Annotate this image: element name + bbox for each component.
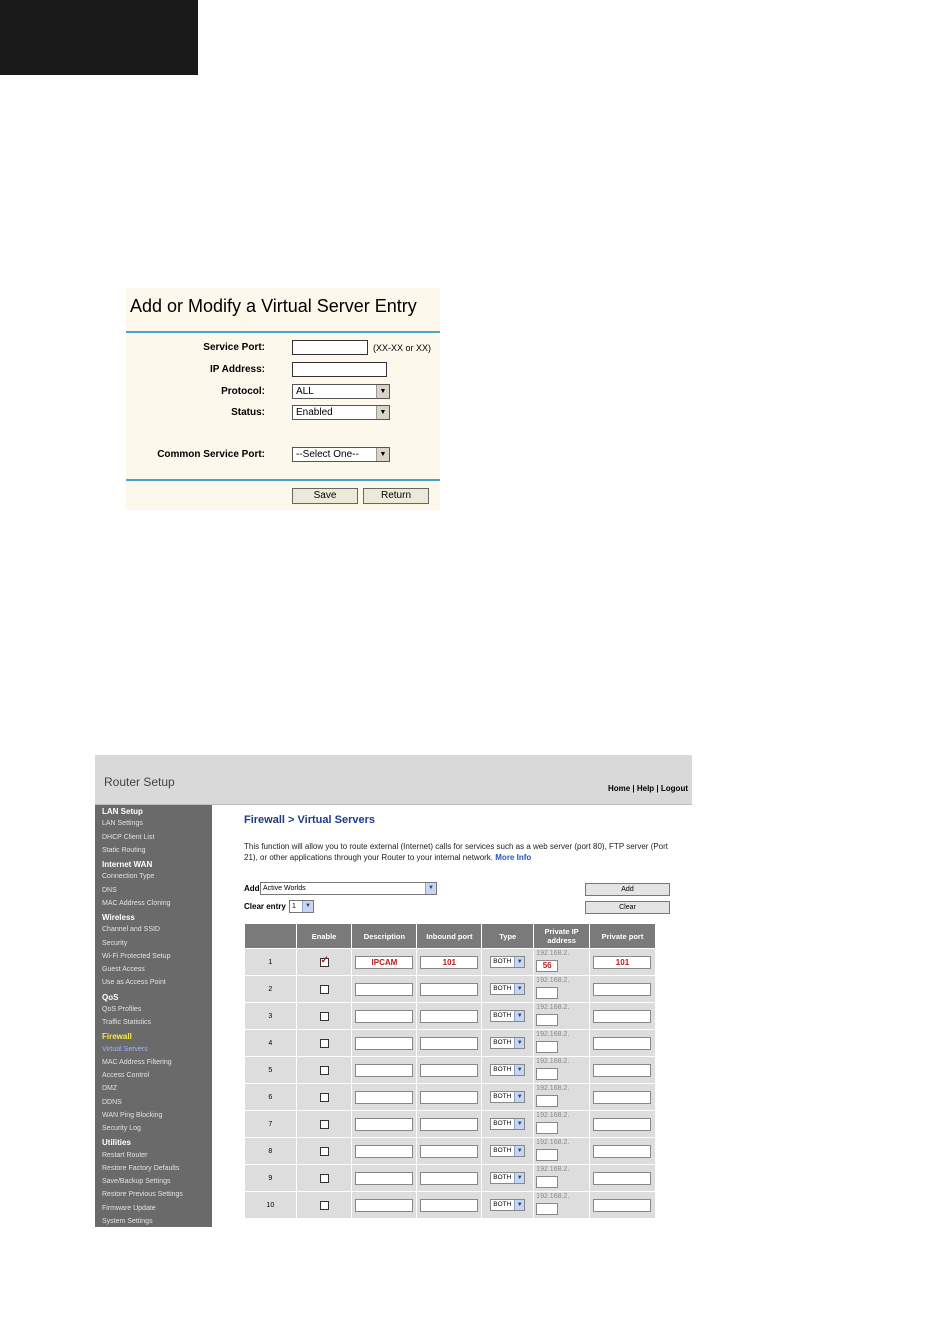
private-port-cell (589, 1057, 655, 1084)
ip-prefix: 192.168.2. (536, 1139, 570, 1146)
chevron-down-icon: ▼ (376, 406, 389, 419)
table-row (245, 1003, 656, 1030)
type-select[interactable] (490, 1172, 525, 1184)
type-select[interactable] (490, 1037, 525, 1049)
chevron-down-icon: ▼ (514, 1065, 524, 1075)
type-value: BOTH (493, 985, 512, 992)
row-number: 9 (245, 1165, 297, 1192)
inbound-cell (417, 949, 482, 976)
type-select[interactable] (490, 1118, 525, 1130)
col-private-port: Private port (589, 924, 655, 949)
inbound-port-input[interactable]: 101 (420, 956, 478, 969)
clear-entry-label: Clear entry (244, 902, 286, 911)
description-input[interactable]: IPCAM (355, 956, 413, 969)
virtual-server-form (126, 288, 440, 510)
add-service-select[interactable] (260, 882, 437, 895)
ip-prefix: 192.168.2. (536, 950, 570, 957)
form-title: Add or Modify a Virtual Server Entry (130, 296, 417, 316)
type-cell (482, 1057, 534, 1084)
sidebar-item[interactable]: Save/Backup Settings (102, 1178, 171, 1185)
enable-checkbox[interactable] (320, 1147, 329, 1156)
chevron-down-icon: ▼ (376, 385, 389, 398)
type-select[interactable] (490, 1199, 525, 1211)
ip-prefix: 192.168.2. (536, 1058, 570, 1065)
enable-checkbox[interactable] (320, 985, 329, 994)
enable-cell (296, 1138, 352, 1165)
enable-cell (296, 1192, 352, 1219)
table-row (245, 1057, 656, 1084)
ip-address-input[interactable] (292, 362, 387, 377)
status-value: Enabled (296, 407, 333, 418)
col-type: Type (482, 924, 534, 949)
enable-checkbox[interactable] (320, 958, 329, 967)
col-inbound-port: Inbound port (417, 924, 482, 949)
sidebar-item[interactable]: MAC Address Filtering (102, 1058, 172, 1066)
private-port-cell (589, 1111, 655, 1138)
description-input[interactable] (355, 1172, 413, 1185)
private-port-cell (589, 976, 655, 1003)
col-private-ip: Private IP address (534, 924, 590, 949)
inbound-cell (417, 1084, 482, 1111)
enable-cell (296, 949, 352, 976)
sidebar-item[interactable]: Security (102, 939, 128, 947)
type-cell (482, 1003, 534, 1030)
private-port-input[interactable] (593, 1199, 651, 1212)
description-cell (352, 976, 417, 1003)
inbound-port-input[interactable] (420, 1172, 478, 1185)
sidebar-section[interactable]: Wireless (102, 913, 135, 922)
sidebar-item[interactable]: Wi-Fi Protected Setup (102, 952, 171, 960)
breadcrumb-firewall: Firewall (244, 814, 285, 826)
type-select[interactable] (490, 956, 525, 968)
inbound-port-input[interactable] (420, 1010, 478, 1023)
router-setup-window (95, 755, 692, 1227)
description-cell (352, 1003, 417, 1030)
col-enable: Enable (296, 924, 352, 949)
row-number: 8 (245, 1138, 297, 1165)
type-cell (482, 1192, 534, 1219)
type-value: BOTH (493, 1201, 512, 1208)
private-ip-cell (534, 949, 590, 976)
page-description (244, 841, 674, 863)
sidebar-item[interactable]: Virtual Servers (102, 1045, 148, 1053)
inbound-cell (417, 1138, 482, 1165)
private-ip-input[interactable] (536, 987, 558, 999)
sidebar-item[interactable]: Restore Factory Defaults (102, 1164, 180, 1172)
private-ip-input[interactable] (536, 1068, 558, 1080)
enable-cell (296, 1057, 352, 1084)
private-ip-cell (534, 1192, 590, 1219)
description-input[interactable] (355, 1064, 413, 1077)
sidebar-item[interactable]: System Settings (102, 1217, 153, 1225)
sidebar-item[interactable]: Channel and SSID (102, 926, 160, 934)
table-row (245, 1165, 656, 1192)
return-button[interactable]: Return (363, 488, 429, 504)
description-input[interactable] (355, 1091, 413, 1104)
type-value: BOTH (493, 1120, 512, 1127)
inbound-cell (417, 1165, 482, 1192)
inbound-cell (417, 1003, 482, 1030)
form-top-divider (126, 331, 440, 333)
table-row (245, 1030, 656, 1057)
inbound-cell (417, 1111, 482, 1138)
inbound-port-input[interactable] (420, 1145, 478, 1158)
private-ip-input[interactable] (536, 1041, 558, 1053)
sidebar-item[interactable]: QoS Profiles (102, 1005, 142, 1013)
description-cell (352, 1165, 417, 1192)
chevron-down-icon: ▼ (514, 1038, 524, 1048)
type-value: BOTH (493, 958, 512, 965)
sidebar-section[interactable]: QoS (102, 992, 119, 1002)
service-port-hint: (XX-XX or XX) (373, 343, 432, 353)
add-label: Add (244, 884, 260, 893)
col-description: Description (352, 924, 417, 949)
type-cell (482, 976, 534, 1003)
table-header-row (245, 924, 656, 949)
type-cell (482, 1030, 534, 1057)
inbound-port-input[interactable] (420, 1091, 478, 1104)
private-ip-cell (534, 1111, 590, 1138)
type-select[interactable] (490, 1091, 525, 1103)
ip-prefix: 192.168.2. (536, 977, 570, 984)
private-ip-input[interactable] (536, 1014, 558, 1026)
sidebar-section[interactable]: Utilities (102, 1138, 131, 1148)
sidebar-item[interactable]: Security Log (102, 1125, 141, 1132)
inbound-port-input[interactable] (420, 1064, 478, 1077)
private-port-input[interactable] (593, 1010, 651, 1023)
form-bottom-divider (126, 479, 440, 481)
ip-prefix: 192.168.2. (536, 1166, 570, 1173)
sidebar-item[interactable]: LAN Settings (102, 820, 143, 828)
enable-cell (296, 1165, 352, 1192)
private-ip-input[interactable] (536, 1176, 558, 1188)
router-header (95, 755, 692, 805)
type-select[interactable] (490, 1145, 525, 1157)
sidebar-section[interactable]: LAN Setup (102, 807, 143, 816)
type-value: BOTH (493, 1012, 512, 1019)
enable-checkbox[interactable] (320, 1120, 329, 1129)
sidebar (95, 805, 212, 1227)
private-port-input[interactable] (593, 1118, 651, 1131)
description-input[interactable] (355, 983, 413, 996)
table-row (245, 949, 656, 976)
private-port-input[interactable]: 101 (593, 956, 651, 969)
enable-checkbox[interactable] (320, 1174, 329, 1183)
enable-cell (296, 1003, 352, 1030)
protocol-select[interactable] (292, 384, 390, 399)
ip-prefix: 192.168.2. (536, 1085, 570, 1092)
common-port-value: --Select One-- (296, 449, 359, 460)
type-select[interactable] (490, 983, 525, 995)
type-cell (482, 1084, 534, 1111)
private-ip-cell (534, 1084, 590, 1111)
virtual-servers-table (244, 923, 656, 1219)
sidebar-item[interactable]: MAC Address Cloning (102, 899, 171, 907)
inbound-cell (417, 1057, 482, 1084)
private-port-cell (589, 1138, 655, 1165)
protocol-label: Protocol: (221, 386, 265, 397)
private-port-cell (589, 1192, 655, 1219)
status-label: Status: (231, 407, 265, 418)
type-value: BOTH (493, 1066, 512, 1073)
description-cell (352, 1138, 417, 1165)
top-links: Home | Help | Logout (607, 784, 688, 793)
description-input[interactable] (355, 1145, 413, 1158)
private-port-cell (589, 1030, 655, 1057)
inbound-port-input[interactable] (420, 1037, 478, 1050)
chevron-down-icon: ▼ (514, 1173, 524, 1183)
row-number: 1 (245, 949, 297, 976)
description-cell (352, 1192, 417, 1219)
type-select[interactable] (490, 1010, 525, 1022)
sidebar-item[interactable]: Connection Type (102, 873, 155, 881)
table-row (245, 1192, 656, 1219)
sidebar-item[interactable]: Access Control (102, 1072, 150, 1079)
home-link[interactable]: Home (607, 784, 631, 793)
private-port-input[interactable] (593, 983, 651, 996)
row-number: 6 (245, 1084, 297, 1111)
save-button[interactable]: Save (292, 488, 358, 504)
description-cell (352, 1030, 417, 1057)
enable-checkbox[interactable] (320, 1066, 329, 1075)
chevron-down-icon: ▼ (376, 448, 389, 461)
sidebar-item[interactable]: Restore Previous Settings (102, 1191, 183, 1199)
add-button[interactable]: Add (585, 883, 670, 896)
private-port-cell (589, 1003, 655, 1030)
private-ip-cell (534, 976, 590, 1003)
private-ip-input[interactable] (536, 1095, 558, 1107)
description-cell (352, 1111, 417, 1138)
router-title: Router Setup (104, 775, 175, 789)
inbound-cell (417, 1030, 482, 1057)
clear-entry-select[interactable] (289, 900, 314, 913)
breadcrumb (244, 814, 375, 826)
breadcrumb-separator: > (288, 814, 295, 826)
row-number: 10 (245, 1192, 297, 1219)
clear-entry-value: 1 (292, 903, 296, 910)
sidebar-item[interactable]: Traffic Statistics (102, 1019, 152, 1026)
chevron-down-icon: ▼ (514, 1200, 524, 1210)
ip-prefix: 192.168.2. (536, 1193, 570, 1200)
private-ip-input[interactable] (536, 1122, 558, 1134)
private-ip-input[interactable]: 56 (536, 960, 558, 972)
private-ip-cell (534, 1057, 590, 1084)
service-port-input[interactable] (292, 340, 368, 355)
chevron-down-icon: ▼ (514, 1119, 524, 1129)
sidebar-item[interactable]: DDNS (102, 1098, 122, 1106)
service-port-label: Service Port: (203, 342, 265, 353)
ip-prefix: 192.168.2. (536, 1112, 570, 1119)
sidebar-section[interactable]: Firewall (102, 1032, 132, 1042)
corner-block (0, 0, 198, 75)
inbound-cell (417, 1192, 482, 1219)
description-cell (352, 1057, 417, 1084)
common-port-select[interactable] (292, 447, 390, 462)
private-ip-cell (534, 1003, 590, 1030)
col-number (245, 924, 297, 949)
private-ip-input[interactable] (536, 1149, 558, 1161)
private-ip-input[interactable] (536, 1203, 558, 1215)
chevron-down-icon: ▼ (425, 883, 436, 894)
private-ip-cell (534, 1138, 590, 1165)
sidebar-item[interactable]: DNS (102, 886, 117, 894)
sidebar-item[interactable]: WAN Ping Blocking (102, 1111, 163, 1119)
private-port-cell (589, 1165, 655, 1192)
enable-checkbox[interactable] (320, 1201, 329, 1210)
sidebar-item[interactable]: Static Routing (102, 846, 146, 854)
private-port-input[interactable] (593, 1172, 651, 1185)
enable-cell (296, 1084, 352, 1111)
enable-cell (296, 1030, 352, 1057)
table-row (245, 976, 656, 1003)
description-input[interactable] (355, 1199, 413, 1212)
description-cell (352, 1084, 417, 1111)
sidebar-item[interactable]: DMZ (102, 1085, 118, 1093)
chevron-down-icon: ▼ (514, 1146, 524, 1156)
row-number: 2 (245, 976, 297, 1003)
private-port-input[interactable] (593, 1091, 651, 1104)
enable-checkbox[interactable] (320, 1012, 329, 1021)
table-row (245, 1084, 656, 1111)
enable-cell (296, 976, 352, 1003)
add-service-value: Active Worlds (263, 885, 306, 892)
type-value: BOTH (493, 1093, 512, 1100)
description-cell (352, 949, 417, 976)
sidebar-item[interactable]: Guest Access (102, 966, 145, 973)
type-value: BOTH (493, 1147, 512, 1154)
inbound-port-input[interactable] (420, 1118, 478, 1131)
description-input[interactable] (355, 1118, 413, 1131)
sidebar-item[interactable]: Restart Router (102, 1151, 148, 1159)
main-content (212, 805, 692, 1227)
description-text: This function will allow you to route external (Internet) calls for services such as a web server (port 80), FTP server (Port 21), or other applications through your Router to your internal network. (244, 842, 669, 862)
inbound-port-input[interactable] (420, 983, 478, 996)
inbound-cell (417, 976, 482, 1003)
type-cell (482, 1165, 534, 1192)
row-number: 7 (245, 1111, 297, 1138)
type-cell (482, 1111, 534, 1138)
protocol-value: ALL (296, 386, 314, 397)
table-row (245, 1111, 656, 1138)
inbound-port-input[interactable] (420, 1199, 478, 1212)
private-port-input[interactable] (593, 1145, 651, 1158)
enable-checkbox[interactable] (320, 1039, 329, 1048)
ip-prefix: 192.168.2. (536, 1031, 570, 1038)
row-number: 4 (245, 1030, 297, 1057)
breadcrumb-virtual-servers: Virtual Servers (297, 814, 375, 826)
sidebar-item[interactable]: DHCP Client List (102, 833, 155, 841)
chevron-down-icon: ▼ (514, 957, 524, 967)
private-port-input[interactable] (593, 1037, 651, 1050)
private-port-input[interactable] (593, 1064, 651, 1077)
type-value: BOTH (493, 1174, 512, 1181)
row-number: 3 (245, 1003, 297, 1030)
ip-prefix: 192.168.2. (536, 1004, 570, 1011)
private-port-cell (589, 949, 655, 976)
ip-address-label: IP Address: (209, 364, 265, 375)
chevron-down-icon: ▼ (514, 1092, 524, 1102)
clear-button[interactable]: Clear (585, 901, 670, 914)
private-ip-cell (534, 1165, 590, 1192)
chevron-down-icon: ▼ (514, 984, 524, 994)
chevron-down-icon: ▼ (302, 901, 313, 912)
chevron-down-icon: ▼ (514, 1011, 524, 1021)
type-cell (482, 949, 534, 976)
common-port-label: Common Service Port: (157, 449, 265, 460)
description-input[interactable] (355, 1010, 413, 1023)
more-info-link[interactable]: More Info (495, 853, 532, 862)
sidebar-section[interactable]: Internet WAN (102, 860, 153, 869)
help-link[interactable]: Help (636, 784, 655, 793)
private-port-cell (589, 1084, 655, 1111)
logout-link[interactable]: Logout (660, 784, 688, 793)
sidebar-item[interactable]: Firmware Update (102, 1204, 156, 1212)
enable-checkbox[interactable] (320, 1093, 329, 1102)
status-select[interactable] (292, 405, 390, 420)
type-value: BOTH (493, 1039, 512, 1046)
row-number: 5 (245, 1057, 297, 1084)
sidebar-item[interactable]: Use as Access Point (102, 979, 166, 987)
private-ip-cell (534, 1030, 590, 1057)
enable-cell (296, 1111, 352, 1138)
table-row (245, 1138, 656, 1165)
type-cell (482, 1138, 534, 1165)
type-select[interactable] (490, 1064, 525, 1076)
description-input[interactable] (355, 1037, 413, 1050)
